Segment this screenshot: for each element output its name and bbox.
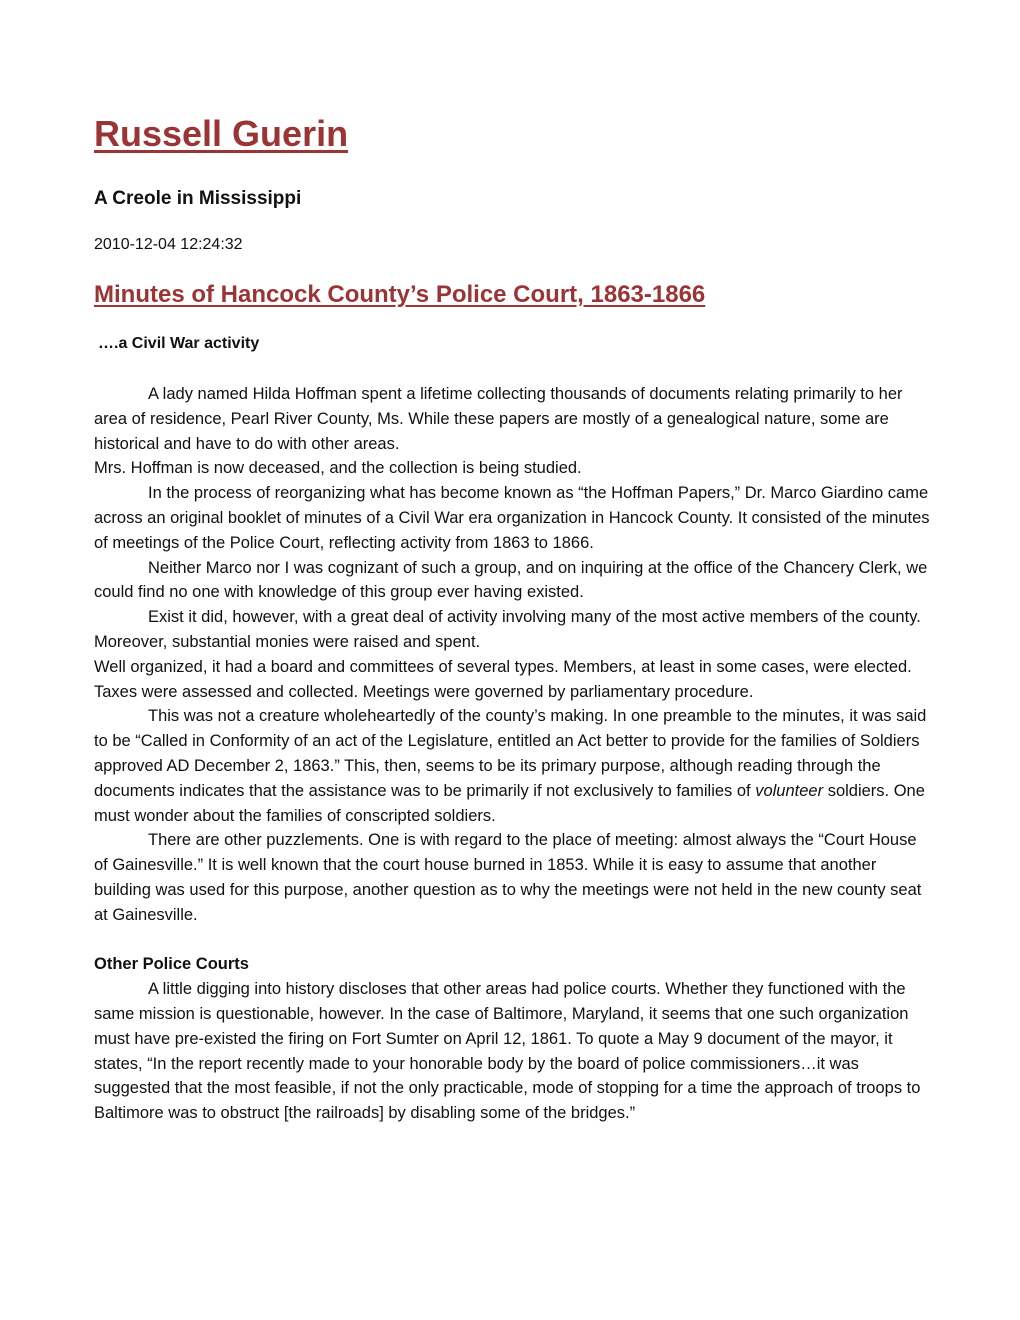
post-title-link[interactable]: Minutes of Hancock County’s Police Court, 1863-1866 xyxy=(94,281,706,308)
paragraph: Neither Marco nor I was cognizant of such a group, and on inquiring at the office of the Chancery Clerk, we could find no one with knowledge of this group ever having existed. xyxy=(94,558,928,602)
author-name-link[interactable]: Russell Guerin xyxy=(94,113,349,154)
document-content xyxy=(94,108,930,1126)
paragraph: A lady named Hilda Hoffman spent a lifetime collecting thousands of documents relating primarily to her area of residence, Pearl River County, Ms. While these papers are mostly of a genealogical nature, some are historical and have to do with other areas. xyxy=(94,385,903,453)
section-heading: Other Police Courts xyxy=(94,955,249,974)
paragraph-text: This was not a creature wholeheartedly of the county’s making. In one preamble to the minutes, it was said to be “Called in Conformity of an act of the Legislature, entitled an Act better to provide for the families of Soldiers approved AD December 2, 1863.” This, then, seems to be its primary purpose, although reading through the documents indicates that the assistance was to be primarily if not exclusively to families of xyxy=(94,707,927,800)
paragraph xyxy=(94,704,930,828)
post-timestamp: 2010-12-04 12:24:32 xyxy=(94,236,243,253)
emphasized-word: volunteer xyxy=(755,781,824,800)
paragraph: Well organized, it had a board and committees of several types. Members, at least in some cases, were elected. Taxes were assessed and collected. Meetings were governed by parliamentary procedure. xyxy=(94,657,912,701)
paragraph: Mrs. Hoffman is now deceased, and the collection is being studied. xyxy=(94,459,582,478)
paragraph: A little digging into history discloses that other areas had police courts. Whether they functioned with the same mission is questionable, however. In the case of Baltimore, Maryland, it seems that one such organization must have pre-existed the firing on Fort Sumter on April 12, 1861. To quote a May 9 document of the mayor, it states, “In the report recently made to your honorable body by the board of police commissioners…it was suggested that the most feasible, if not the only practicable, mode of stopping for a time the approach of troops to Baltimore was to obstruct [the railroads] by disabling some of the bridges.” xyxy=(94,980,921,1123)
paragraph: In the process of reorganizing what has become known as “the Hoffman Papers,” Dr. Marco Giardino came across an original booklet of minutes of a Civil War era organization in Hancock County. It consisted of the minutes of meetings of the Police Court, reflecting activity from 1863 to 1866. xyxy=(94,484,930,552)
section-body xyxy=(94,977,930,1126)
post-subtitle: ….a Civil War activity xyxy=(98,335,260,352)
blog-name: A Creole in Mississippi xyxy=(94,188,302,209)
paragraph: There are other puzzlements. One is with regard to the place of meeting: almost always the “Court House of Gainesville.” It is well known that the court house burned in 1853. While it is easy to assume that another building was used for this purpose, another question as to why the meetings were not held in the new county seat at Gainesville. xyxy=(94,831,922,924)
paragraph: Exist it did, however, with a great deal of activity involving many of the most active members of the county. Moreover, substantial monies were raised and spent. xyxy=(94,608,921,651)
paragraph-text: soldiers. One must wonder about the families of conscripted soldiers. xyxy=(94,781,925,825)
post-body xyxy=(94,382,930,928)
